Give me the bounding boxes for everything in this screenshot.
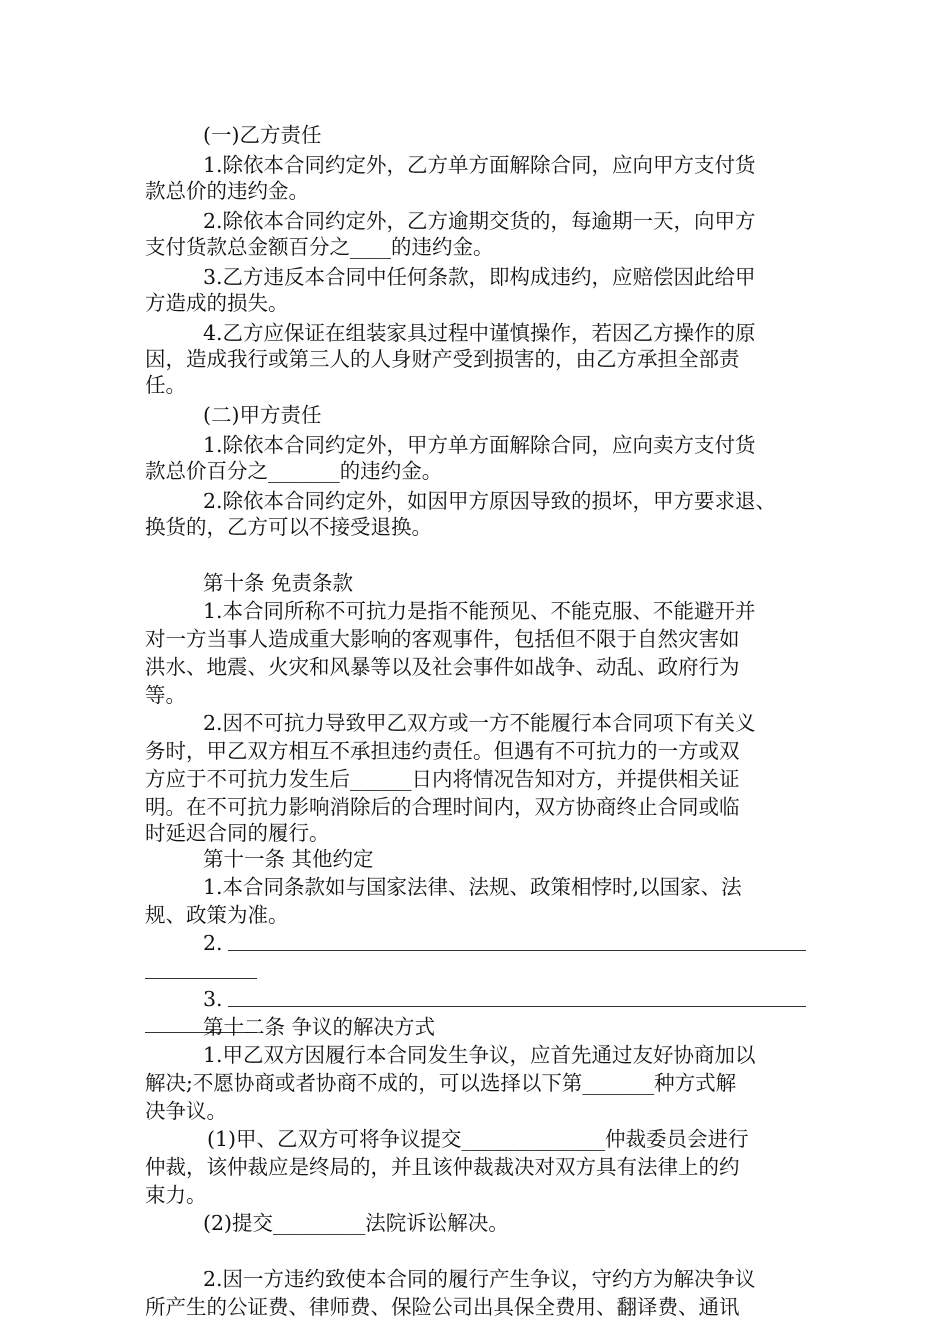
paragraph-line: 2.因不可抗力导致甲乙双方或一方不能履行本合同项下有关义 <box>203 711 756 735</box>
paragraph-line: 方造成的损失。 <box>145 291 289 315</box>
paragraph-line: 明。在不可抗力影响消除后的合理时间内，双方协商终止合同或临 <box>145 795 740 819</box>
article-heading: 第十条 免责条款 <box>203 571 354 595</box>
paragraph-line: 对一方当事人造成重大影响的客观事件，包括但不限于自然灾害如 <box>145 627 740 651</box>
article-heading: 第十一条 其他约定 <box>203 847 374 871</box>
paragraph-line: 4.乙方应保证在组装家具过程中谨慎操作，若因乙方操作的原 <box>203 321 756 345</box>
paragraph-line: 3.乙方违反本合同中任何条款，即构成违约，应赔偿因此给甲 <box>203 265 756 289</box>
paragraph-line: 仲裁，该仲裁应是终局的，并且该仲裁裁决对双方具有法律上的约 <box>145 1155 740 1179</box>
paragraph-line: 洪水、地震、火灾和风暴等以及社会事件如战争、动乱、政府行为 <box>145 655 740 679</box>
paragraph-line: 因，造成我行或第三人的人身财产受到损害的，由乙方承担全部责 <box>145 347 740 371</box>
paragraph-line: 款总价的违约金。 <box>145 179 309 203</box>
blank-fill-line <box>228 1006 806 1007</box>
section-heading: (二)甲方责任 <box>203 403 322 427</box>
paragraph-line: 2.除依本合同约定外，如因甲方原因导致的损坏，甲方要求退、 <box>203 489 777 513</box>
section-heading: (一)乙方责任 <box>203 123 322 147</box>
paragraph-line: 任。 <box>145 373 186 397</box>
paragraph-line: 2.除依本合同约定外，乙方逾期交货的，每逾期一天，向甲方 <box>203 209 756 233</box>
paragraph-line: 方应于不可抗力发生后______日内将情况告知对方，并提供相关证 <box>145 767 740 791</box>
item-number: 3. <box>203 987 223 1011</box>
paragraph-line: 换货的，乙方可以不接受退换。 <box>145 515 432 539</box>
paragraph-line: 务时，甲乙双方相互不承担违约责任。但遇有不可抗力的一方或双 <box>145 739 740 763</box>
item-number: 2. <box>203 931 223 955</box>
paragraph-line: 时延迟合同的履行。 <box>145 821 330 845</box>
paragraph-line: 2.因一方违约致使本合同的履行产生争议，守约方为解决争议 <box>203 1267 756 1291</box>
paragraph-line: 规、政策为准。 <box>145 903 289 927</box>
blank-fill-line <box>145 978 257 979</box>
paragraph-line: 款总价百分之_______的违约金。 <box>145 459 443 483</box>
blank-fill-line <box>228 950 806 951</box>
paragraph-line: 1.除依本合同约定外，乙方单方面解除合同，应向甲方支付货 <box>203 153 756 177</box>
paragraph-line: 决争议。 <box>145 1099 227 1123</box>
paragraph-line: 支付货款总金额百分之____的违约金。 <box>145 235 494 259</box>
article-heading: 第十二条 争议的解决方式 <box>203 1015 436 1039</box>
paragraph-line: (2)提交_________法院诉讼解决。 <box>203 1211 509 1235</box>
paragraph-line: 1.除依本合同约定外，甲方单方面解除合同，应向卖方支付货 <box>203 433 756 457</box>
paragraph-line: 解决;不愿协商或者协商不成的，可以选择以下第_______种方式解 <box>145 1071 737 1095</box>
paragraph-line: 束力。 <box>145 1183 207 1207</box>
paragraph-line: 1.甲乙双方因履行本合同发生争议，应首先通过友好协商加以 <box>203 1043 756 1067</box>
paragraph-line: 1.本合同所称不可抗力是指不能预见、不能克服、不能避开并 <box>203 599 756 623</box>
paragraph-line: 所产生的公证费、律师费、保险公司出具保全费用、翻译费、通讯 <box>145 1295 740 1319</box>
paragraph-line: (1)甲、乙双方可将争议提交______________仲裁委员会进行 <box>207 1127 749 1151</box>
paragraph-line: 等。 <box>145 683 186 707</box>
paragraph-line: 1.本合同条款如与国家法律、法规、政策相悖时,以国家、法 <box>203 875 742 899</box>
